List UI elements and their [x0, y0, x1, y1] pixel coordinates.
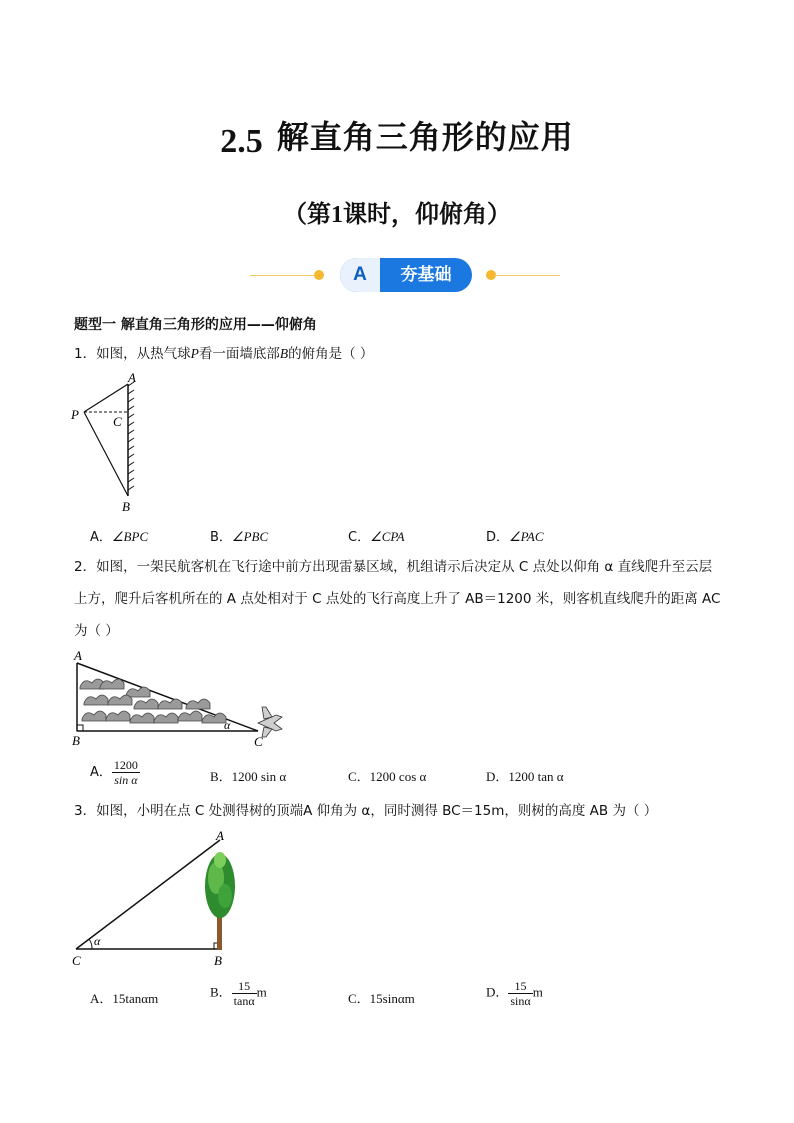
q2-option-c[interactable]: C．1200 cos α	[348, 769, 427, 784]
fig1-label-a: A	[128, 370, 136, 385]
question-1-figure	[68, 368, 148, 518]
section-number: 2.5	[220, 123, 263, 160]
level-letter: A	[340, 258, 380, 292]
fig3-label-b: B	[214, 953, 222, 968]
line-ca	[76, 840, 220, 949]
level-badge	[340, 258, 472, 292]
question-1-stem	[74, 344, 373, 364]
q1-option-a[interactable]: A．∠BPC	[90, 529, 149, 545]
q2-option-a[interactable]: A． $\frac{1200}{\text{sin α}}$	[90, 758, 138, 787]
segment-pa	[84, 384, 128, 412]
fig1-label-p: P	[71, 407, 79, 422]
wall-hatching	[128, 382, 134, 490]
q1-text-b: 看一面墙底部	[198, 346, 280, 362]
subtitle-open: （第	[283, 200, 331, 228]
fig3-label-alpha: α	[94, 934, 101, 948]
fig2-label-alpha: α	[224, 718, 231, 732]
fig1-label-c: C	[113, 414, 122, 429]
subtitle-close: 课时，仰俯角）	[343, 200, 511, 228]
banner-line-right	[494, 275, 560, 276]
angle-arc	[89, 939, 92, 949]
q2-line-3: 为（ ）	[74, 623, 119, 639]
q1-option-d[interactable]: D．∠PAC	[486, 529, 544, 545]
page-title	[0, 112, 794, 161]
fig3-label-a: A	[216, 828, 224, 843]
level-banner	[250, 256, 560, 294]
fig2-label-b: B	[72, 733, 80, 748]
question-2-figure	[68, 645, 290, 750]
fig2-label-c: C	[254, 734, 263, 749]
q2-line-1: 2．如图，一架民航客机在飞行途中前方出现雷暴区域，机组请示后决定从 C 点处以仰角 α 直线爬升至云层	[74, 559, 713, 575]
q1-option-b[interactable]: B．∠PBC	[210, 529, 269, 545]
q1-text-c: 的俯角是（ ）	[288, 346, 374, 362]
banner-dot-left	[314, 270, 324, 280]
question-3-figure	[68, 826, 243, 971]
q2-option-b[interactable]: B．1200 sin α	[210, 769, 287, 784]
q2-option-d[interactable]: D．1200 tan α	[486, 769, 564, 784]
q1-option-c[interactable]: C．∠CPA	[348, 529, 405, 545]
q3-option-d[interactable]: D． $\frac{15}{\sin\alpha}$ m	[486, 979, 543, 1008]
airplane-icon	[258, 707, 282, 737]
storm-clouds	[80, 679, 226, 723]
q1-text-a: 1．如图，从热气球	[74, 346, 191, 362]
question-2-stem	[74, 557, 734, 641]
q1-var-p: P	[190, 346, 199, 361]
q1-var-b: B	[279, 346, 289, 361]
fig1-label-b: B	[122, 499, 130, 514]
question-3-stem: 3．如图，小明在点 C 处测得树的顶端A 仰角为 α，同时测得 BC＝15m，则树的高度 AB 为（ ）	[74, 803, 658, 819]
level-label: 夯基础	[400, 265, 452, 285]
q3-option-b[interactable]: B． $\frac{15}{\tan\alpha}$ m	[210, 979, 267, 1008]
q3-option-a[interactable]: A．15tanαm	[90, 991, 159, 1006]
section-heading: 题型一 解直角三角形的应用——仰俯角	[74, 317, 317, 333]
subtitle-lesson-number: 1	[331, 202, 343, 228]
title-text: 解直角三角形的应用	[276, 118, 574, 156]
tree-icon	[205, 852, 235, 950]
right-angle-mark	[77, 725, 83, 731]
fig3-label-c: C	[72, 953, 81, 968]
q2-line-2: 上方，爬升后客机所在的 A 点处相对于 C 点处的飞行高度上升了 AB＝1200 米，则客机直线爬升的距离 AC	[74, 591, 721, 607]
banner-line-left	[250, 275, 316, 276]
fig2-label-a: A	[74, 648, 82, 663]
page-subtitle	[0, 194, 794, 229]
q3-option-c[interactable]: C．15sinαm	[348, 991, 415, 1006]
